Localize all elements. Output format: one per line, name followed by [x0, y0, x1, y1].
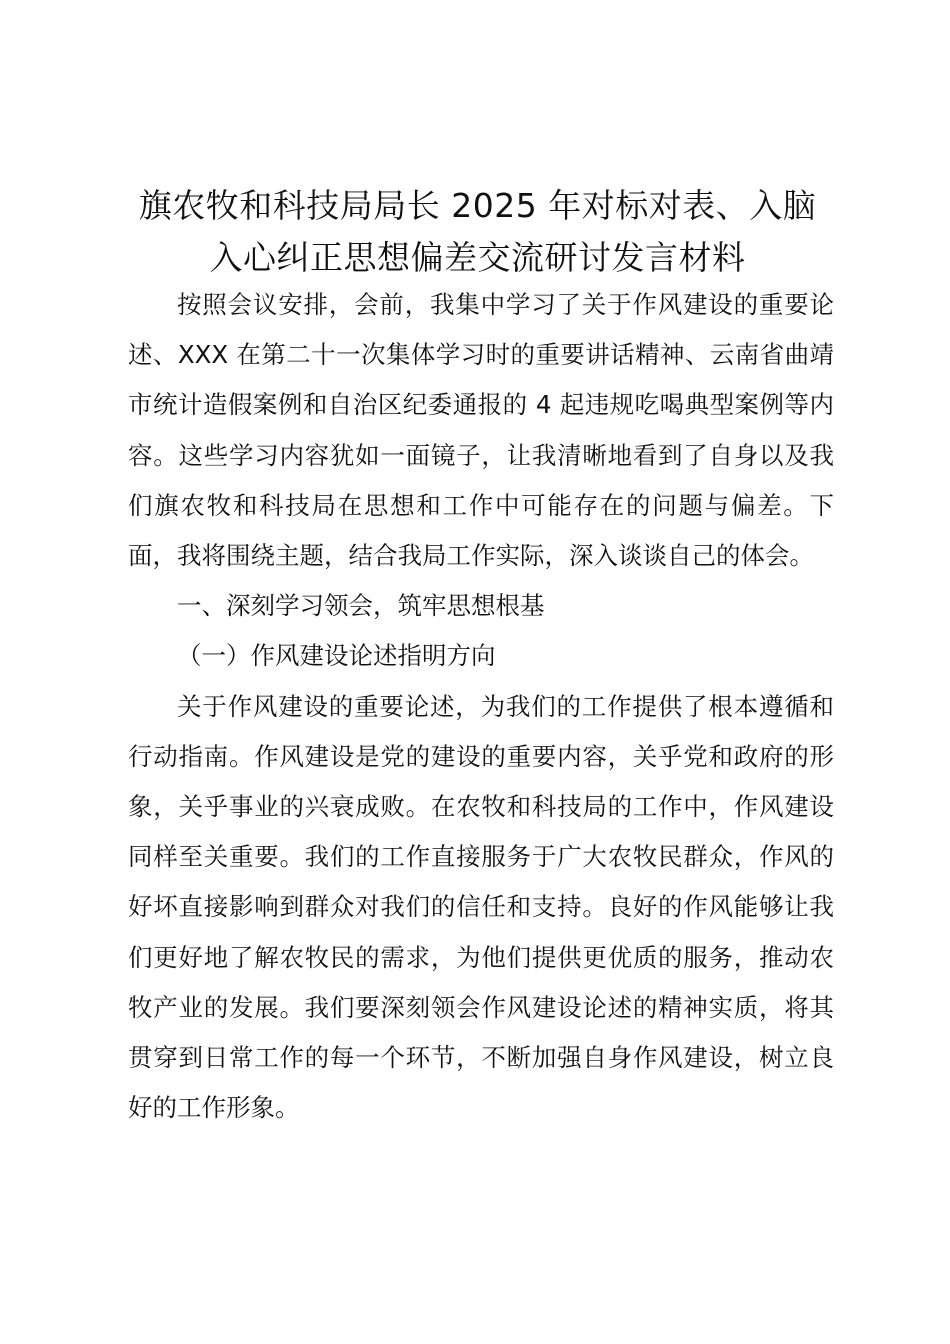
body-paragraph-1: 关于作风建设的重要论述，为我们的工作提供了根本遵循和行动指南。作风建设是党的建设的重要内容，关乎党和政府的形象，关乎事业的兴衰成败。在农牧和科技局的工作中，作风建设同样至关重要。我们的工作直接服务于广大农牧民群众，作风的好坏直接影响到群众对我们的信任和支持。良好的作风能够让我们更好地了解农牧民的需求，为他们提供更优质的服务，推动农牧产业的发展。我们要深刻领会作风建设论述的精神实质，将其贯穿到日常工作的每一个环节，不断加强自身作风建设，树立良好的工作形象。: [128, 691, 834, 1123]
title-line-1: 旗农牧和科技局局长 2025 年对标对表、入脑: [138, 186, 817, 225]
document-body: [128, 280, 834, 1133]
subsection-heading-1: （一）作风建设论述指明方向: [177, 641, 496, 671]
section-heading-1: 一、深刻学习领会，筑牢思想根基: [177, 591, 545, 621]
title-line-2: 入心纠正思想偏差交流研讨发言材料: [209, 238, 746, 277]
intro-paragraph: 按照会议安排，会前，我集中学习了关于作风建设的重要论述、XXX 在第二十一次集体学习时的重要讲话精神、云南省曲靖市统计造假案例和自治区纪委通报的 4 起违规吃喝典型案例等内容。这些学习内容犹如一面镜子，让我清晰地看到了自身以及我们旗农牧和科技局在思想和工作中可能存在的问题与偏差。下面，我将围绕主题，结合我局工作实际，深入谈谈自己的体会。: [128, 290, 834, 571]
document-title: [120, 180, 835, 284]
